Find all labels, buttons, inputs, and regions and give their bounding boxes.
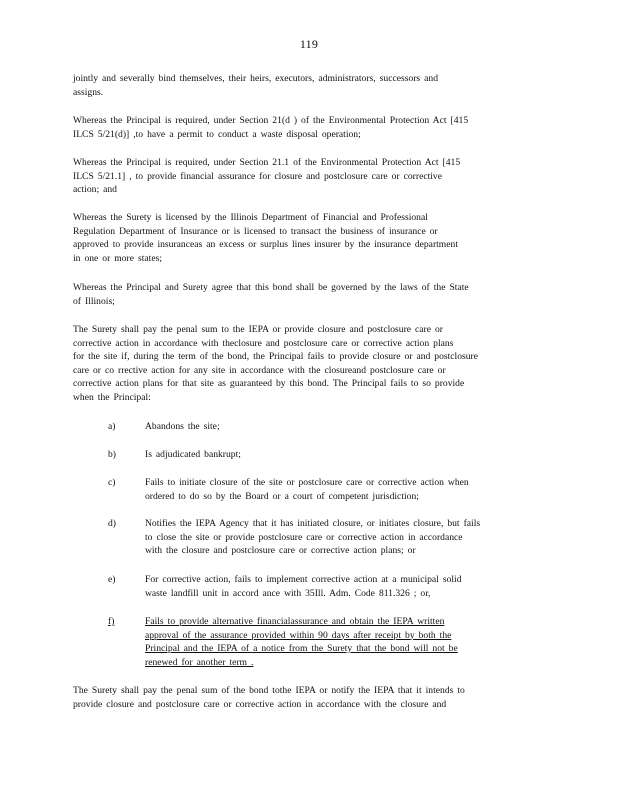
text-line: provide closure and postclosure care or corrective action in accordance with the closure and xyxy=(73,698,447,710)
text-line: ordered to do so by the Board or a court of competent jurisdiction; xyxy=(145,490,419,502)
text-line: Fails to initiate closure of the site or postclosure care or corrective action when xyxy=(145,477,469,488)
text-line: Fails to provide alternative financialassurance and obtain the IEPA written xyxy=(145,616,445,627)
text-line: For corrective action, fails to implement corrective action at a municipal solid xyxy=(145,574,462,585)
text-line: of Illinois; xyxy=(73,295,115,307)
item-label: c) xyxy=(108,477,116,488)
text-line: jointly and severally bind themselves, their heirs, executors, administrators, successors and xyxy=(73,73,439,84)
text-line: for the site if, during the term of the bond, the Principal fails to provide closure or and postclosure xyxy=(73,351,478,362)
text-line: with the closure and postclosure care or corrective action plans; or xyxy=(145,545,416,556)
paragraph-whereas-surety xyxy=(73,211,535,265)
text-line: in one or more states; xyxy=(73,252,162,264)
text-line: approved to provide insuranceas an excess or surplus lines insurer by the insurance department xyxy=(73,239,458,250)
text-line: waste landfill unit in accord ance with 35Ill. Adm. Code 811.326 ; or, xyxy=(145,587,431,599)
text-line: ILCS 5/21.1] , to provide financial assurance for closure and postclosure care or corrective xyxy=(73,170,442,182)
text-line: Is adjudicated bankrupt; xyxy=(145,449,241,460)
text-line: when the Principal: xyxy=(73,391,151,403)
paragraph-whereas-assurance xyxy=(73,156,535,197)
text-line: Whereas the Principal is required, under Section 21.1 of the Environmental Protection Act [415 xyxy=(73,157,461,168)
text-line: care or co rrective action for any site in accordance with the closureand postclosure care or xyxy=(73,364,446,376)
text-line: action; and xyxy=(73,184,117,195)
text-line: to close the site or provide postclosure care or corrective action in accordance xyxy=(145,531,463,543)
text-line: Principal and the IEPA of a notice from the Surety that the bond will not be xyxy=(145,643,458,654)
item-label: e) xyxy=(108,574,116,585)
text-line: The Surety shall pay the penal sum of the bond tothe IEPA or notify the IEPA that it intends to xyxy=(73,685,465,696)
text-line: corrective action in accordance with theclosure and postclosure care or corrective action plans xyxy=(73,337,454,349)
text-line: Whereas the Principal and Surety agree that this bond shall be governed by the laws of the State xyxy=(73,282,469,293)
text-line: ILCS 5/21(d)] ,to have a permit to conduct a waste disposal operation; xyxy=(73,128,361,140)
item-label: a) xyxy=(108,421,116,432)
text-line: Whereas the Principal is required, under Section 21(d ) of the Environmental Protection Act [415 xyxy=(73,115,469,126)
paragraph-whereas-permit xyxy=(73,114,535,141)
text-line: Notifies the IEPA Agency that it has initiated closure, or initiates closure, but fails xyxy=(145,518,481,529)
text-line: The Surety shall pay the penal sum to the IEPA or provide closure and postclosure care or xyxy=(73,324,443,335)
page-number: 119 xyxy=(299,37,319,51)
text-line: assigns. xyxy=(73,86,104,98)
paragraph-bond-parties xyxy=(73,72,535,99)
item-label: d) xyxy=(108,518,116,529)
text-line: Regulation Department of Insurance or is licensed to transact the business of insurance or xyxy=(73,225,438,237)
paragraph-whereas-governed xyxy=(73,281,535,308)
text-line: corrective action plans for that site as guaranteed by this bond. The Principal fails to so provide xyxy=(73,378,465,389)
text-line: Whereas the Surety is licensed by the Illinois Department of Financial and Professional xyxy=(73,212,428,223)
text-line: approval of the assurance provided within 90 days after receipt by both the xyxy=(145,629,452,641)
text-line: Abandons the site; xyxy=(145,421,220,432)
item-label: b) xyxy=(108,449,116,460)
item-label: f) xyxy=(108,616,115,627)
paragraph-surety-obligation xyxy=(73,323,535,404)
paragraph-surety-penal-sum xyxy=(73,684,535,711)
text-line: renewed for another term . xyxy=(145,656,254,668)
